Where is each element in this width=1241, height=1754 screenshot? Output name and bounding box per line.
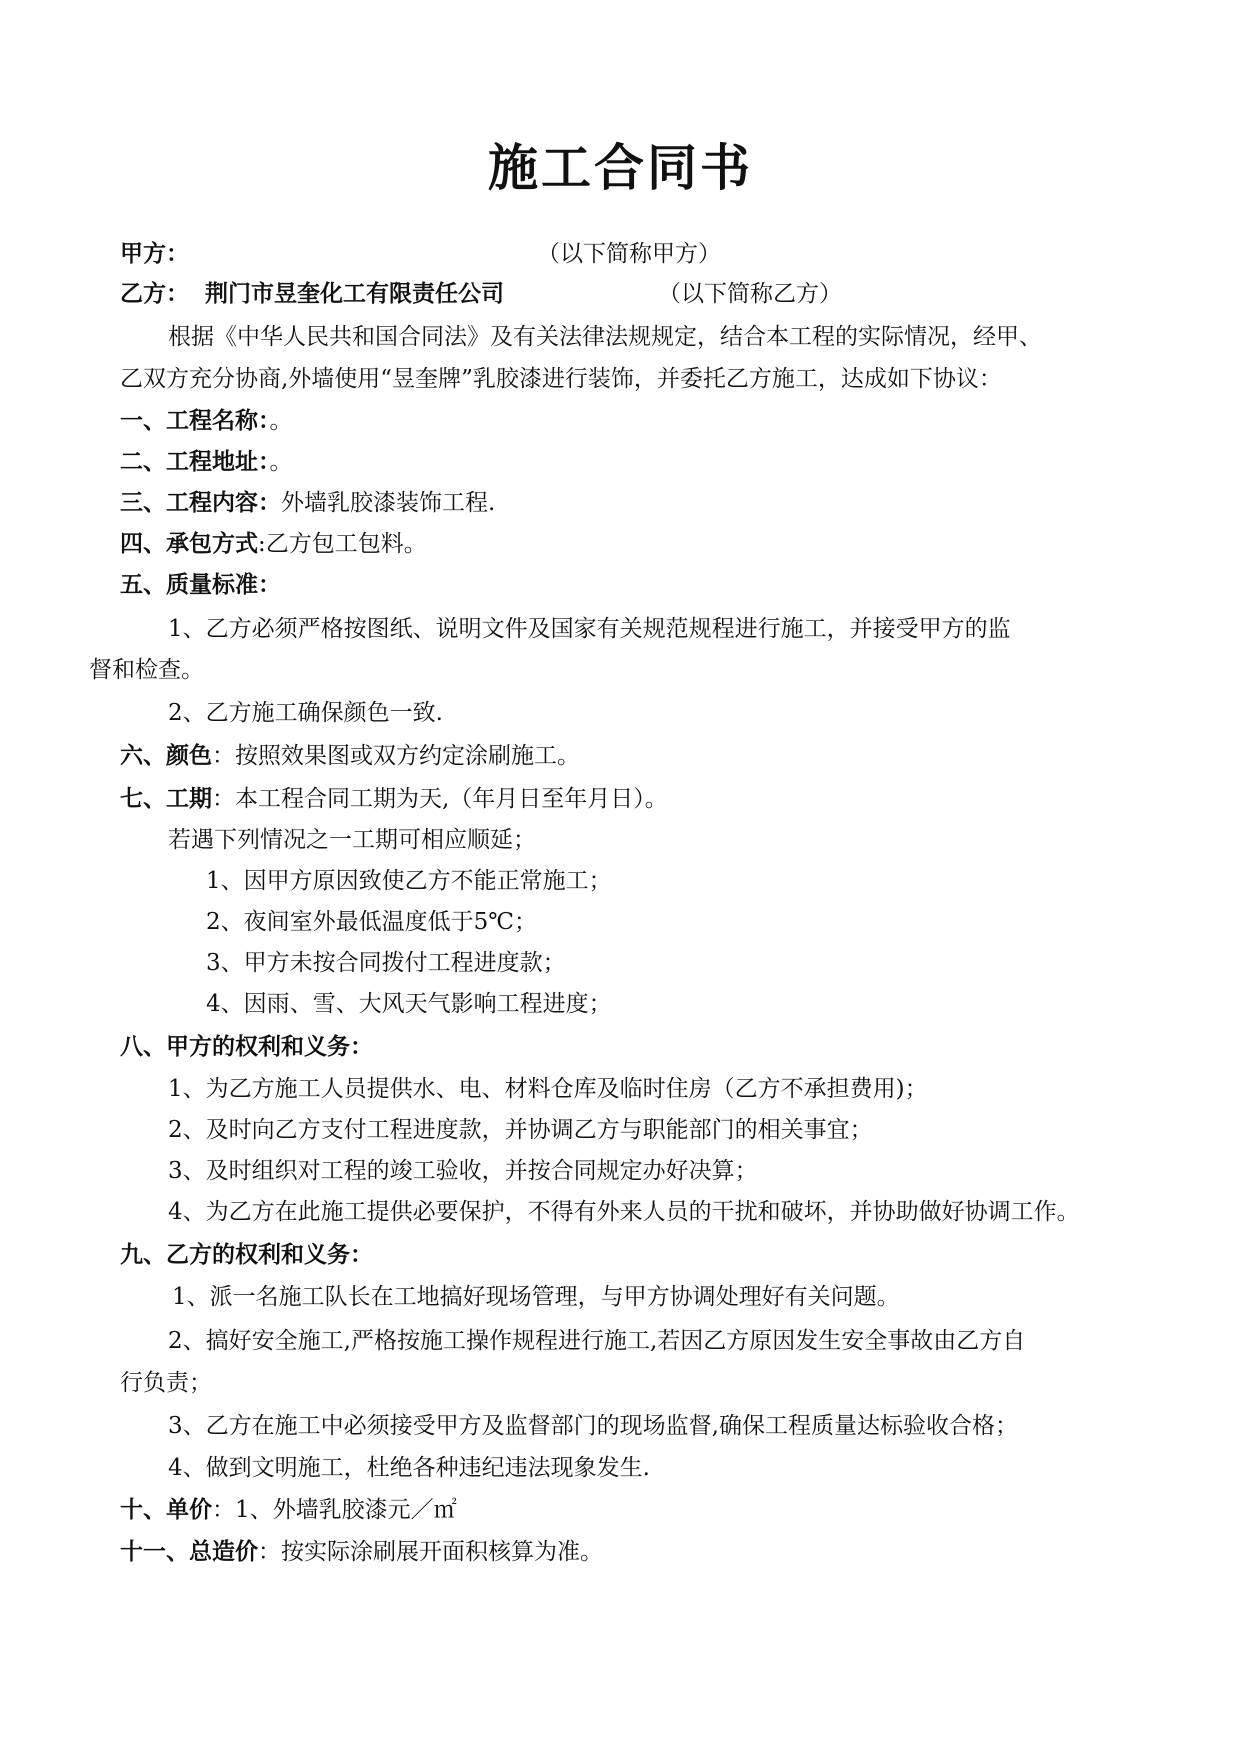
section-4 (120, 529, 427, 559)
section-6 (120, 741, 580, 771)
section-5-item-1-line-2: 督和检查。 (89, 657, 204, 683)
intro-line-1: 根据《中华人民共和国合同法》及有关法律法规规定，结合本工程的实际情况，经甲、 (168, 324, 1042, 350)
section-9-item-1: 1、派一名施工队长在工地搞好现场管理，与甲方协调处理好有关问题。 (172, 1284, 900, 1310)
section-6-heading: 六、颜色 (120, 743, 212, 769)
document-title: 施工合同书 (488, 139, 753, 197)
party-b-note: （以下简称乙方） (658, 281, 842, 307)
section-7-heading: 七、工期 (120, 786, 212, 812)
section-7-item-4: 4、因雨、雪、大风天气影响工程进度； (206, 991, 612, 1017)
section-5-heading: 五、质量标准： (120, 572, 281, 598)
section-10-heading: 十、单价 (120, 1497, 212, 1523)
section-7-item-3: 3、甲方未按合同拨付工程进度款； (206, 950, 566, 976)
section-1-heading: 一、工程名称： (120, 408, 270, 434)
section-10-body: ：1、外墙乳胶漆元／㎡ (212, 1497, 457, 1523)
section-1-body: 。 (269, 408, 293, 434)
section-8-item-3: 3、及时组织对工程的竣工验收，并按合同规定办好决算； (168, 1158, 758, 1184)
section-7-item-2: 2、夜间室外最低温度低于5℃； (206, 909, 537, 935)
section-11-body: ：按实际涂刷展开面积核算为准。 (258, 1539, 603, 1565)
section-5-item-1-line-1: 1、乙方必须严格按图纸、说明文件及国家有关规范规程进行施工，并接受甲方的监 (168, 616, 1011, 642)
section-11-heading: 十一、总造价 (120, 1539, 258, 1565)
section-7-item-1: 1、因甲方原因致使乙方不能正常施工； (206, 868, 612, 894)
section-3-heading: 三、工程内容： (120, 490, 281, 516)
section-9-item-3: 3、乙方在施工中必须接受甲方及监督部门的现场监督,确保工程质量达标验收合格； (168, 1413, 1018, 1439)
section-9-heading: 九、乙方的权利和义务： (120, 1242, 373, 1268)
section-9-item-4: 4、做到文明施工，杜绝各种违纪违法现象发生. (168, 1455, 650, 1481)
section-2-heading: 二、工程地址： (120, 449, 270, 475)
section-4-body: :乙方包工包料。 (258, 531, 427, 557)
section-8-item-4: 4、为乙方在此施工提供必要保护，不得有外来人员的干扰和破坏，并协助做好协调工作。 (168, 1199, 1080, 1225)
section-2-body: 。 (269, 449, 293, 475)
section-9-item-2-line-1: 2、搞好安全施工,严格按施工操作规程进行施工,若因乙方原因发生安全事故由乙方自 (168, 1328, 1026, 1354)
section-7 (120, 784, 668, 814)
section-9-item-2-line-2: 行负责； (120, 1370, 212, 1396)
section-8-item-1: 1、为乙方施工人员提供水、电、材料仓库及临时住房（乙方不承担费用)； (168, 1076, 928, 1102)
section-7-body: ：本工程合同工期为天,（年月日至年月日）。 (212, 786, 668, 812)
section-8-item-2: 2、及时向乙方支付工程进度款，并协调乙方与职能部门的相关事宜； (168, 1117, 873, 1143)
intro-line-2: 乙双方充分协商,外墙使用“昱奎牌”乳胶漆进行装饰，并委托乙方施工，达成如下协议： (120, 366, 1002, 392)
section-3 (120, 488, 495, 518)
section-8-heading: 八、甲方的权利和义务： (120, 1034, 373, 1060)
section-5-item-2: 2、乙方施工确保颜色一致. (168, 700, 443, 726)
section-7-sub: 若遇下列情况之一工期可相应顺延； (168, 827, 536, 853)
section-3-body: 外墙乳胶漆装饰工程. (281, 490, 496, 516)
section-2 (120, 447, 293, 477)
section-10 (120, 1495, 457, 1525)
section-6-body: ：按照效果图或双方约定涂刷施工。 (212, 743, 580, 769)
party-b-name: 荆门市昱奎化工有限责任公司 (205, 281, 504, 307)
section-4-heading: 四、承包方式 (120, 531, 258, 557)
party-a-label: 甲方： (120, 241, 189, 267)
party-b-label: 乙方： (120, 281, 189, 307)
section-1 (120, 406, 293, 436)
section-11 (120, 1537, 603, 1567)
party-a-note: （以下简称甲方） (537, 241, 721, 267)
